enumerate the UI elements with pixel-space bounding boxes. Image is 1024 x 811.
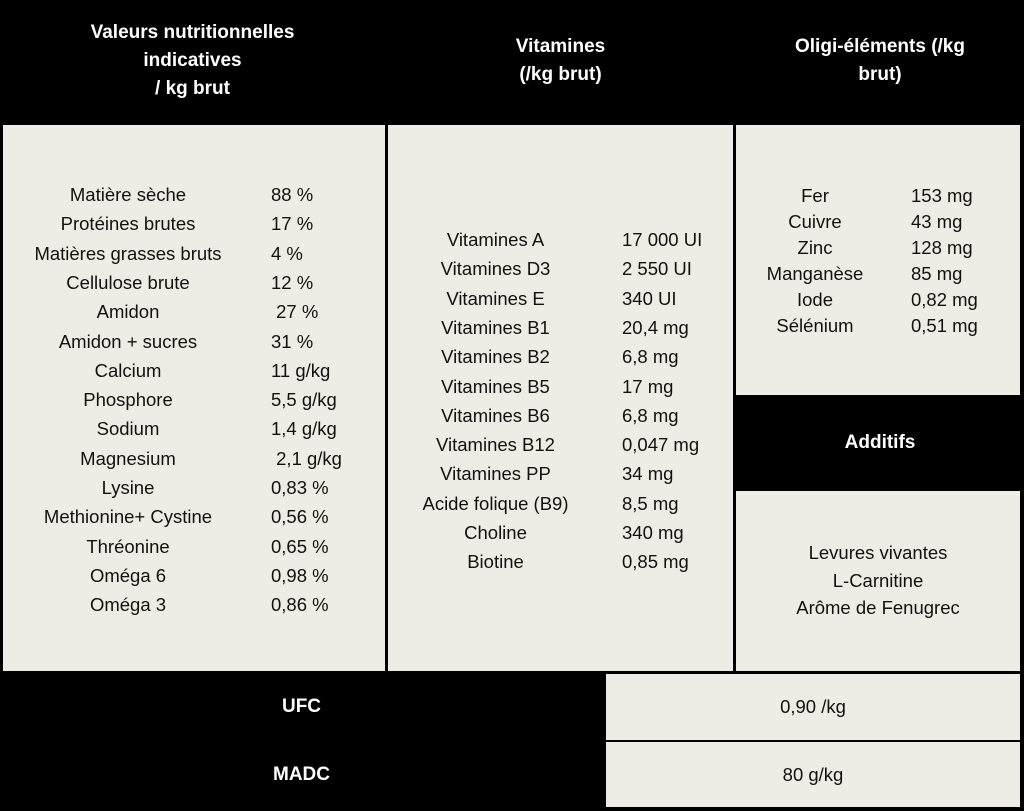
vitamin-row-value: 20,4 mg <box>622 316 689 338</box>
madc-label: MADC <box>0 742 603 807</box>
nutrition-row-value: 11 g/kg <box>271 359 331 381</box>
vitamin-row-value: 0,85 mg <box>622 551 689 573</box>
nutrition-row-value: 27 % <box>271 301 319 323</box>
header-nutrition: Valeurs nutritionnelles indicatives / kg brut <box>0 0 385 122</box>
vitamin-row-value: 6,8 mg <box>622 404 679 426</box>
ufc-value-text: 0,90 /kg <box>780 696 846 717</box>
header-trace-elements: Oligi-éléments (/kg brut) <box>736 0 1024 122</box>
nutrition-panel <box>3 125 385 671</box>
vitamin-row-value: 340 mg <box>622 522 684 543</box>
madc-value <box>606 742 1020 807</box>
nutrition-row <box>3 356 385 385</box>
nutrition-row-label: Protéines brutes <box>60 213 196 235</box>
header-vitamins: Vitamines (/kg brut) <box>388 0 733 122</box>
trace-row-label: Fer <box>801 185 829 206</box>
nutrition-row-label: Amidon <box>96 301 160 323</box>
vitamin-row <box>388 547 733 576</box>
trace-row-value: 85 mg <box>911 263 963 284</box>
vitamin-row-value: 17 mg <box>622 375 674 397</box>
nutrition-row <box>3 590 385 619</box>
trace-row <box>736 183 1020 209</box>
vitamin-row-label: Vitamines D3 <box>440 258 551 280</box>
vitamin-row <box>388 401 733 430</box>
nutrition-row-label: Sodium <box>96 418 160 440</box>
nutrition-row-label: Matières grasses bruts <box>34 242 222 264</box>
nutrition-row-value: 4 % <box>271 242 303 264</box>
vitamin-row <box>388 225 733 254</box>
vitamin-row-label: Vitamines A <box>446 229 545 250</box>
vitamin-row-label: Vitamines E <box>446 287 545 309</box>
vitamin-row-label: Vitamines PP <box>440 463 551 485</box>
nutrition-row <box>3 239 385 268</box>
nutrition-row-label: Phosphore <box>83 389 173 411</box>
vitamin-row <box>388 342 733 371</box>
vitamins-panel <box>388 125 733 671</box>
trace-row-label: Manganèse <box>766 263 864 284</box>
nutrition-row <box>3 268 385 297</box>
nutrition-row-label: Amidon + sucres <box>58 330 198 352</box>
trace-row-label: Iode <box>796 289 833 310</box>
nutrition-row-value: 0,56 % <box>271 506 329 528</box>
nutrition-row <box>3 502 385 531</box>
trace-row <box>736 209 1020 235</box>
trace-row <box>736 287 1020 313</box>
vitamin-row-label: Vitamines B6 <box>441 404 550 426</box>
trace-row-value: 0,51 mg <box>911 315 978 336</box>
nutrition-row-value: 88 % <box>271 184 314 205</box>
vitamin-row-label: Acide folique (B9) <box>422 492 569 514</box>
vitamin-row-label: Biotine <box>467 551 524 573</box>
vitamin-row-label: Vitamines B2 <box>441 346 550 368</box>
trace-elements-panel <box>736 125 1020 395</box>
nutrition-row-label: Matière sèche <box>69 184 187 205</box>
vitamin-row-value: 6,8 mg <box>622 346 679 368</box>
vitamin-row-value: 340 UI <box>622 287 677 309</box>
vitamin-row <box>388 284 733 313</box>
vitamin-row-label: Vitamines B12 <box>436 434 555 456</box>
vitamin-row-label: Vitamines B1 <box>441 316 550 338</box>
vitamin-row-value: 0,047 mg <box>622 434 700 456</box>
vitamin-row <box>388 313 733 342</box>
additive-item: L-Carnitine <box>832 570 924 591</box>
nutrition-row-label: Magnesium <box>80 447 176 469</box>
nutrition-row <box>3 444 385 473</box>
nutrition-row-label: Oméga 6 <box>89 564 167 586</box>
vitamin-row-label: Choline <box>464 522 527 543</box>
trace-row <box>736 313 1020 339</box>
nutrition-row-value: 0,65 % <box>271 535 329 557</box>
nutrition-row <box>3 327 385 356</box>
nutrition-row <box>3 561 385 590</box>
trace-row-value: 128 mg <box>911 237 973 258</box>
vitamin-row-value: 8,5 mg <box>622 492 679 514</box>
nutrition-row-label: Lysine <box>101 477 155 498</box>
trace-row <box>736 261 1020 287</box>
nutrition-row-label: Thréonine <box>86 535 170 557</box>
vitamin-row <box>388 254 733 283</box>
additive-item: Levures vivantes <box>808 542 948 563</box>
trace-row-value: 153 mg <box>911 185 973 206</box>
ufc-value <box>606 674 1020 740</box>
madc-value-text: 80 g/kg <box>782 763 844 785</box>
trace-row-label: Zinc <box>797 237 833 258</box>
trace-row <box>736 235 1020 261</box>
nutrition-row-label: Methionine+ Cystine <box>43 506 213 528</box>
vitamin-row <box>388 459 733 488</box>
nutrition-row <box>3 532 385 561</box>
nutrition-row <box>3 385 385 414</box>
vitamin-row <box>388 372 733 401</box>
header-additives: Additifs <box>736 398 1024 488</box>
vitamin-row-value: 2 550 UI <box>622 258 692 280</box>
additive-item: Arôme de Fenugrec <box>796 597 960 618</box>
nutrition-row-label: Cellulose brute <box>66 271 190 293</box>
nutrition-row <box>3 414 385 443</box>
vitamin-row-value: 17 000 UI <box>622 229 703 250</box>
nutrition-row-value: 0,83 % <box>271 477 329 498</box>
trace-row-value: 43 mg <box>911 211 963 232</box>
vitamin-row <box>388 430 733 459</box>
vitamin-row <box>388 489 733 518</box>
nutrition-row <box>3 297 385 326</box>
nutrition-row-value: 5,5 g/kg <box>271 389 337 411</box>
nutrition-row-value: 12 % <box>271 271 314 293</box>
nutrition-row-label: Calcium <box>94 359 162 381</box>
trace-row-label: Sélénium <box>776 315 854 336</box>
nutrition-row-value: 1,4 g/kg <box>271 418 337 440</box>
nutrition-row-value: 17 % <box>271 213 314 235</box>
nutrition-row <box>3 209 385 238</box>
nutrition-row-label: Oméga 3 <box>89 594 167 616</box>
nutrition-row <box>3 180 385 209</box>
trace-row-value: 0,82 mg <box>911 289 978 310</box>
nutrition-row-value: 31 % <box>271 330 314 352</box>
nutrition-row-value: 0,86 % <box>271 594 329 616</box>
vitamin-row-value: 34 mg <box>622 463 674 485</box>
nutrition-row <box>3 473 385 502</box>
vitamin-row <box>388 518 733 547</box>
additives-panel <box>736 491 1020 671</box>
nutrition-row-value: 2,1 g/kg <box>271 447 342 469</box>
nutrition-row-value: 0,98 % <box>271 564 329 586</box>
ufc-label: UFC <box>0 674 603 740</box>
vitamin-row-label: Vitamines B5 <box>441 375 550 397</box>
trace-row-label: Cuivre <box>788 211 842 232</box>
